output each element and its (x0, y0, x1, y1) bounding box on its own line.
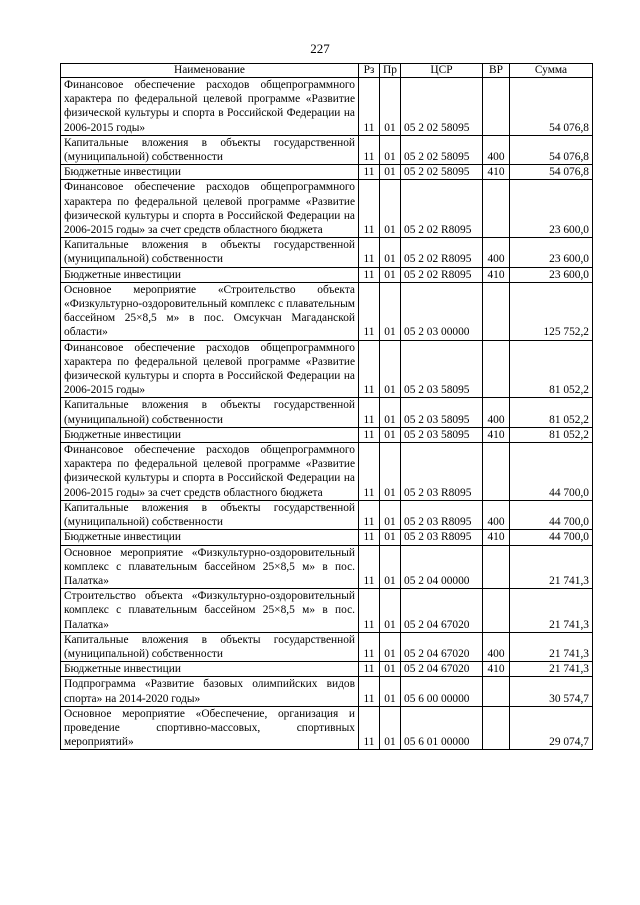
row-csr: 05 6 00 00000 (401, 677, 483, 706)
row-name: Бюджетные инвестиции (61, 662, 359, 677)
row-name: Подпрограмма «Развитие базовых олимпийских видов спорта» на 2014-2020 годы» (61, 677, 359, 706)
row-sum: 54 076,8 (510, 135, 593, 164)
row-name: Капитальные вложения в объекты государственной (муниципальной) собственности (61, 135, 359, 164)
row-vr: 410 (483, 165, 510, 180)
row-vr (483, 78, 510, 136)
row-csr: 05 6 01 00000 (401, 706, 483, 750)
row-rz: 11 (359, 180, 380, 238)
row-rz: 11 (359, 662, 380, 677)
row-vr (483, 443, 510, 501)
row-vr: 400 (483, 238, 510, 267)
row-sum: 21 741,3 (510, 545, 593, 589)
table-row (61, 443, 593, 501)
row-vr: 400 (483, 398, 510, 427)
row-rz: 11 (359, 589, 380, 633)
header-pr: Пр (380, 64, 401, 78)
header-name: Наименование (61, 64, 359, 78)
row-sum: 54 076,8 (510, 165, 593, 180)
table-row (61, 632, 593, 661)
row-sum: 81 052,2 (510, 340, 593, 398)
budget-table (60, 63, 593, 750)
table-row (61, 340, 593, 398)
row-csr: 05 2 03 58095 (401, 340, 483, 398)
row-vr (483, 282, 510, 340)
row-rz: 11 (359, 443, 380, 501)
row-sum: 125 752,2 (510, 282, 593, 340)
row-vr (483, 545, 510, 589)
row-csr: 05 2 02 58095 (401, 165, 483, 180)
row-rz: 11 (359, 530, 380, 545)
row-vr: 410 (483, 267, 510, 282)
row-csr: 05 2 02 R8095 (401, 180, 483, 238)
table-row (61, 662, 593, 677)
row-name: Финансовое обеспечение расходов общепрограммного характера по федеральной целевой программе «Развитие физической культуры и спорта в Российской Федерации на 2006-2015 годы» за счет средств областного бюджета (61, 443, 359, 501)
row-name: Финансовое обеспечение расходов общепрограммного характера по федеральной целевой программе «Развитие физической культуры и спорта в Российской Федерации на 2006-2015 годы» (61, 340, 359, 398)
row-pr: 01 (380, 443, 401, 501)
table-row (61, 398, 593, 427)
row-name: Основное мероприятие «Строительство объекта «Физкультурно-оздоровительный комплекс с плавательным бассейном 25×8,5 м» в пос. Омсукчан Магаданской области» (61, 282, 359, 340)
row-vr (483, 706, 510, 750)
row-name: Капитальные вложения в объекты государственной (муниципальной) собственности (61, 632, 359, 661)
row-csr: 05 2 02 58095 (401, 78, 483, 136)
row-csr: 05 2 02 58095 (401, 135, 483, 164)
row-sum: 81 052,2 (510, 427, 593, 442)
row-pr: 01 (380, 427, 401, 442)
row-name: Основное мероприятие «Физкультурно-оздоровительный комплекс с плавательным бассейном 25×8,5 м» в пос. Палатка» (61, 545, 359, 589)
row-pr: 01 (380, 282, 401, 340)
row-vr: 410 (483, 427, 510, 442)
row-csr: 05 2 04 00000 (401, 545, 483, 589)
row-vr (483, 340, 510, 398)
row-rz: 11 (359, 238, 380, 267)
header-csr: ЦСР (401, 64, 483, 78)
table-row (61, 427, 593, 442)
row-name: Основное мероприятие «Обеспечение, организация и проведение спортивно-массовых, спортивных мероприятий» (61, 706, 359, 750)
row-sum: 23 600,0 (510, 180, 593, 238)
row-rz: 11 (359, 398, 380, 427)
row-pr: 01 (380, 267, 401, 282)
row-rz: 11 (359, 165, 380, 180)
table-row (61, 500, 593, 529)
table-row (61, 706, 593, 750)
table-row (61, 78, 593, 136)
row-pr: 01 (380, 165, 401, 180)
row-vr (483, 180, 510, 238)
row-rz: 11 (359, 545, 380, 589)
row-csr: 05 2 02 R8095 (401, 267, 483, 282)
row-sum: 54 076,8 (510, 78, 593, 136)
row-name: Капитальные вложения в объекты государственной (муниципальной) собственности (61, 238, 359, 267)
row-csr: 05 2 03 R8095 (401, 443, 483, 501)
row-sum: 21 741,3 (510, 632, 593, 661)
table-row (61, 589, 593, 633)
row-sum: 29 074,7 (510, 706, 593, 750)
row-pr: 01 (380, 632, 401, 661)
row-csr: 05 2 04 67020 (401, 589, 483, 633)
row-sum: 21 741,3 (510, 589, 593, 633)
row-sum: 23 600,0 (510, 238, 593, 267)
row-pr: 01 (380, 677, 401, 706)
row-sum: 44 700,0 (510, 530, 593, 545)
page-number: 227 (310, 41, 330, 56)
row-csr: 05 2 04 67020 (401, 632, 483, 661)
row-rz: 11 (359, 267, 380, 282)
row-rz: 11 (359, 135, 380, 164)
row-csr: 05 2 03 R8095 (401, 530, 483, 545)
row-pr: 01 (380, 545, 401, 589)
row-sum: 30 574,7 (510, 677, 593, 706)
row-name: Капитальные вложения в объекты государственной (муниципальной) собственности (61, 500, 359, 529)
row-pr: 01 (380, 78, 401, 136)
table-row (61, 677, 593, 706)
row-pr: 01 (380, 398, 401, 427)
row-name: Бюджетные инвестиции (61, 165, 359, 180)
table-header (61, 64, 593, 78)
row-pr: 01 (380, 500, 401, 529)
row-name: Бюджетные инвестиции (61, 427, 359, 442)
row-rz: 11 (359, 427, 380, 442)
table-row (61, 530, 593, 545)
row-name: Финансовое обеспечение расходов общепрограммного характера по федеральной целевой программе «Развитие физической культуры и спорта в Российской Федерации на 2006-2015 годы» (61, 78, 359, 136)
row-vr (483, 589, 510, 633)
row-vr: 410 (483, 530, 510, 545)
row-rz: 11 (359, 632, 380, 661)
row-rz: 11 (359, 677, 380, 706)
header-sum: Сумма (510, 64, 593, 78)
row-rz: 11 (359, 500, 380, 529)
row-csr: 05 2 03 00000 (401, 282, 483, 340)
table-row (61, 238, 593, 267)
row-name: Бюджетные инвестиции (61, 530, 359, 545)
row-rz: 11 (359, 340, 380, 398)
row-name: Бюджетные инвестиции (61, 267, 359, 282)
row-csr: 05 2 03 58095 (401, 427, 483, 442)
header-vr: ВР (483, 64, 510, 78)
row-sum: 21 741,3 (510, 662, 593, 677)
table-row (61, 135, 593, 164)
table-row (61, 267, 593, 282)
row-csr: 05 2 04 67020 (401, 662, 483, 677)
row-vr (483, 677, 510, 706)
header-rz: Рз (359, 64, 380, 78)
row-vr: 400 (483, 135, 510, 164)
row-csr: 05 2 02 R8095 (401, 238, 483, 267)
row-pr: 01 (380, 238, 401, 267)
row-pr: 01 (380, 589, 401, 633)
row-rz: 11 (359, 706, 380, 750)
table-row (61, 545, 593, 589)
row-rz: 11 (359, 78, 380, 136)
table-row (61, 165, 593, 180)
row-rz: 11 (359, 282, 380, 340)
row-sum: 44 700,0 (510, 443, 593, 501)
row-name: Капитальные вложения в объекты государственной (муниципальной) собственности (61, 398, 359, 427)
row-pr: 01 (380, 180, 401, 238)
row-pr: 01 (380, 135, 401, 164)
row-name: Строительство объекта «Физкультурно-оздоровительный комплекс с плавательным бассейном 25×8,5 м» в пос. Палатка» (61, 589, 359, 633)
row-sum: 44 700,0 (510, 500, 593, 529)
row-csr: 05 2 03 R8095 (401, 500, 483, 529)
row-vr: 400 (483, 632, 510, 661)
row-pr: 01 (380, 706, 401, 750)
row-csr: 05 2 03 58095 (401, 398, 483, 427)
row-name: Финансовое обеспечение расходов общепрограммного характера по федеральной целевой программе «Развитие физической культуры и спорта в Российской Федерации на 2006-2015 годы» за счет средств областного бюджета (61, 180, 359, 238)
table-row (61, 282, 593, 340)
table-row (61, 180, 593, 238)
row-sum: 81 052,2 (510, 398, 593, 427)
row-vr: 410 (483, 662, 510, 677)
row-pr: 01 (380, 662, 401, 677)
table-body (61, 78, 593, 750)
row-pr: 01 (380, 530, 401, 545)
row-pr: 01 (380, 340, 401, 398)
row-sum: 23 600,0 (510, 267, 593, 282)
row-vr: 400 (483, 500, 510, 529)
